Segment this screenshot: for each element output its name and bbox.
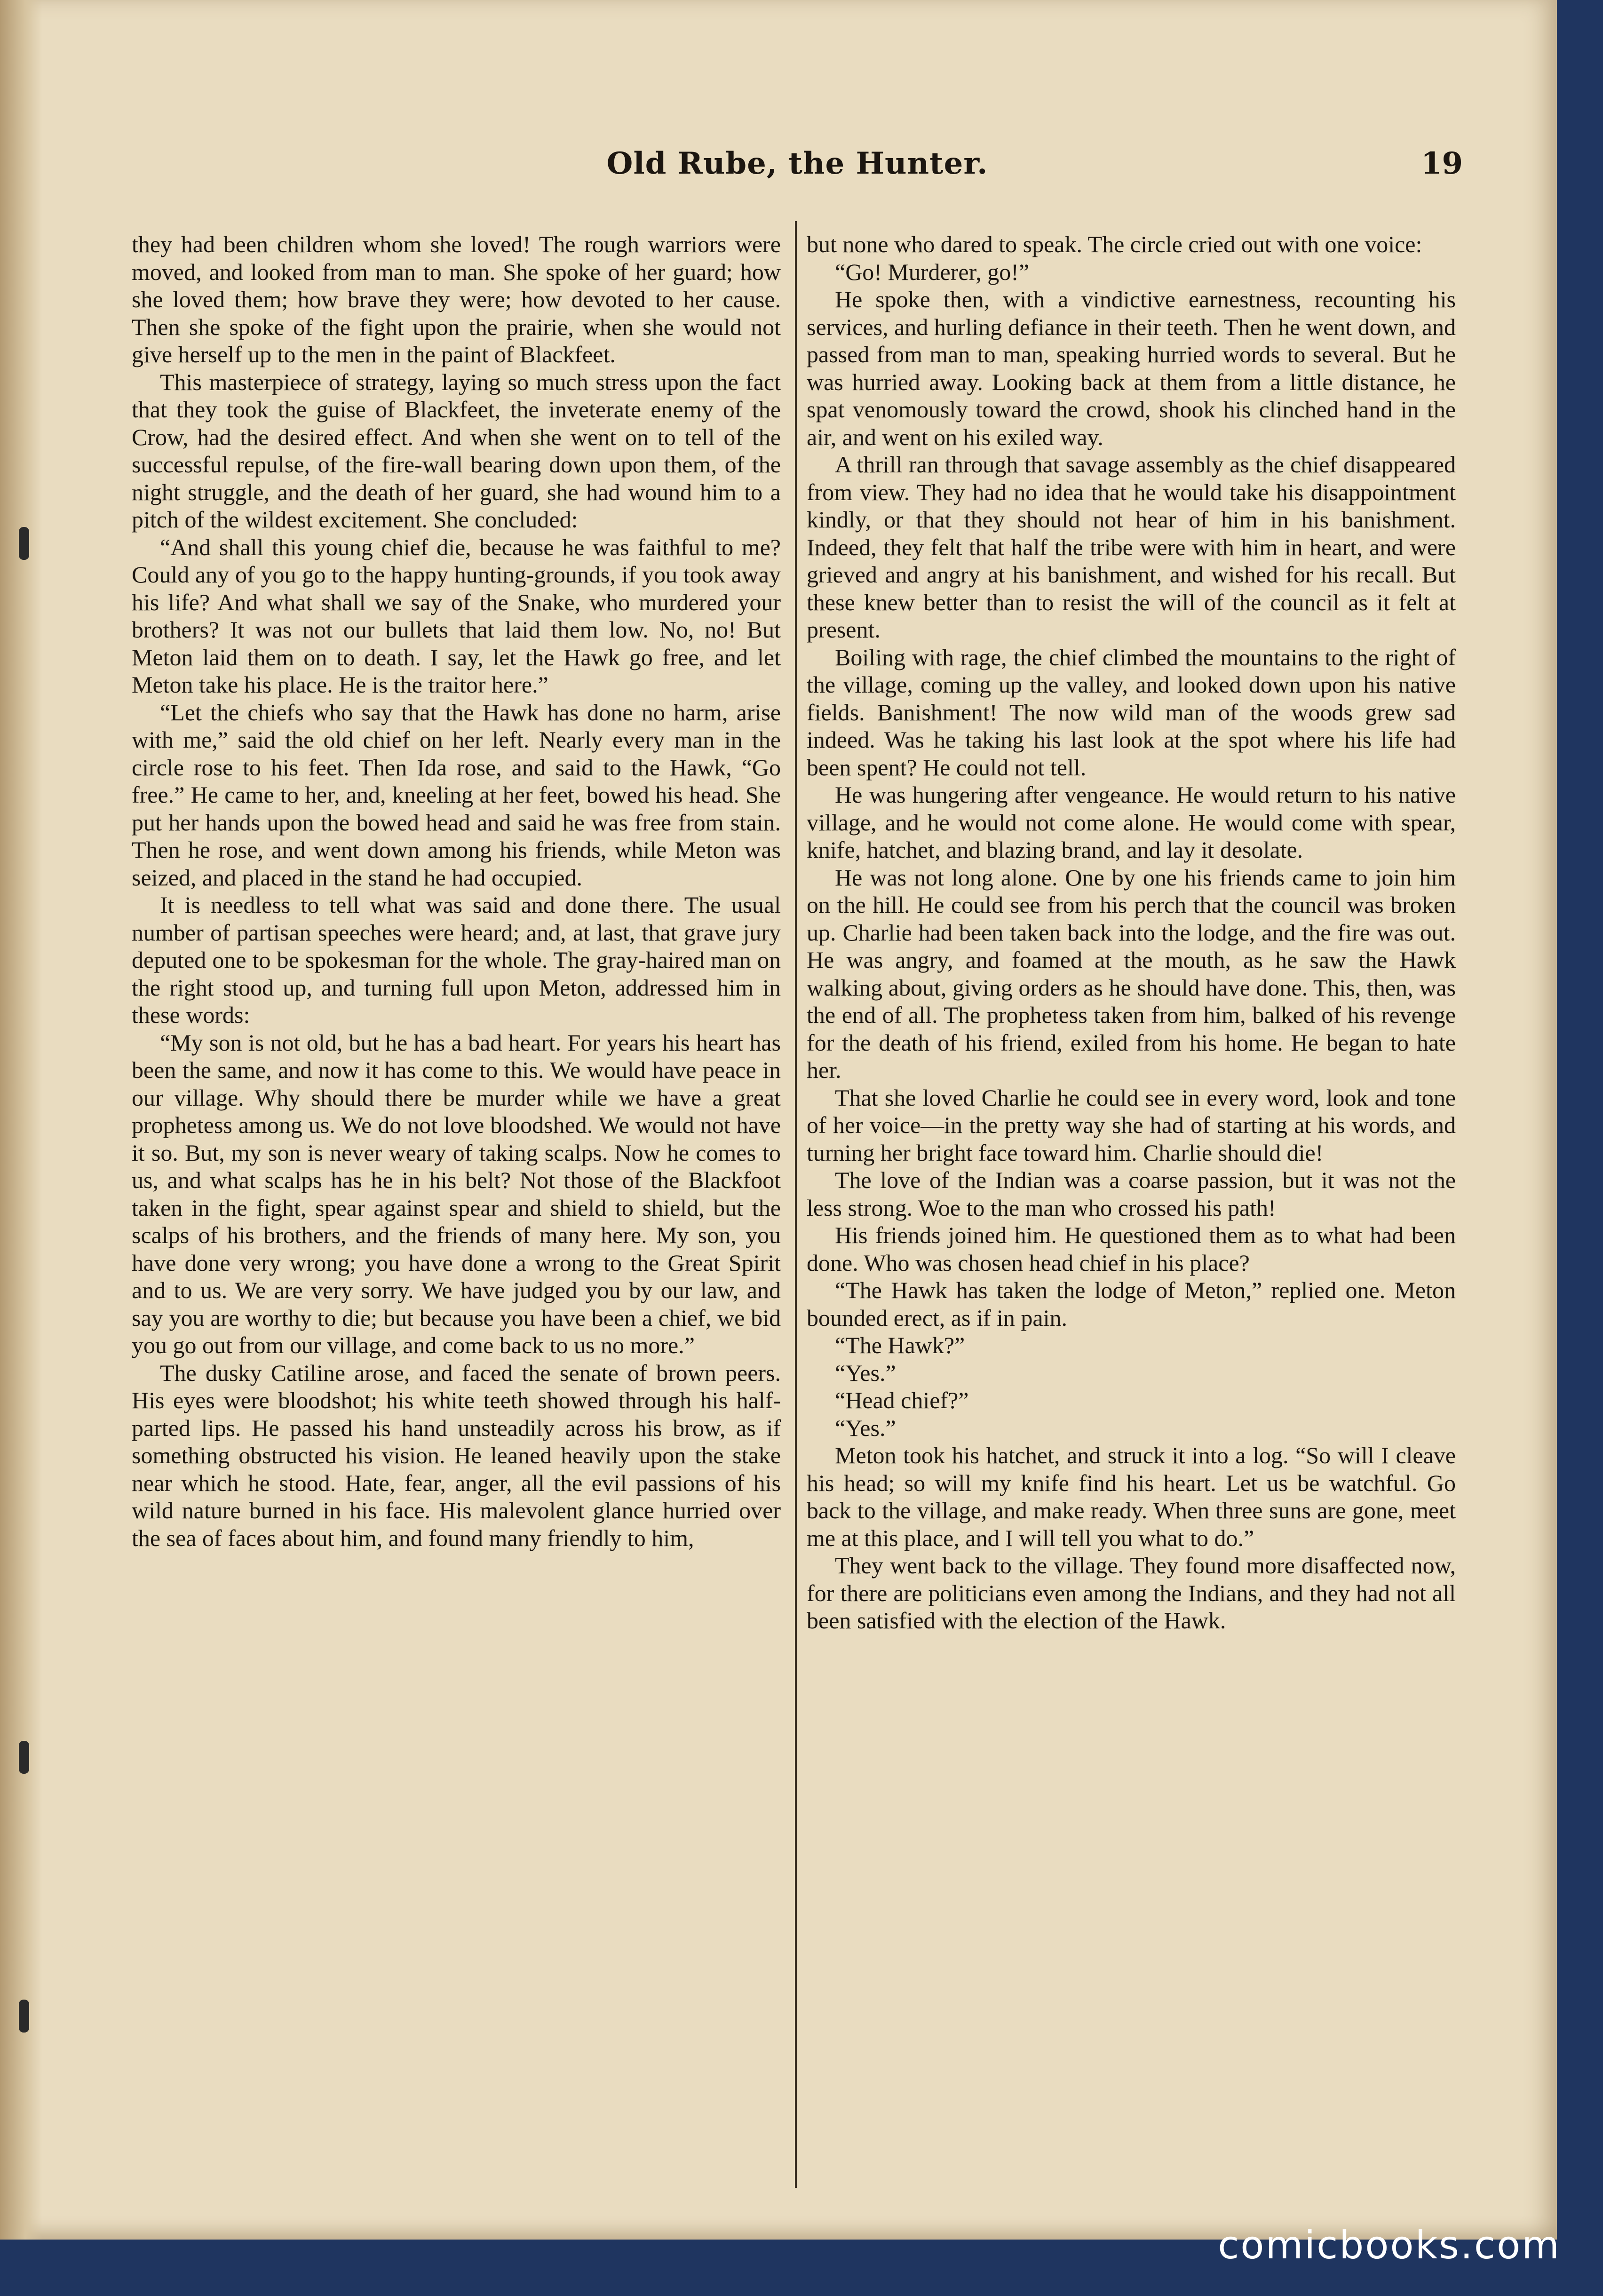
paragraph: “Yes.” — [835, 1359, 896, 1386]
paragraph: They went back to the village. They found more disaffected now, for there are politicians even among the Indians, and they had not all been satisfied with the election of the Hawk. — [807, 1552, 1456, 1634]
paragraph: A thrill ran through that savage assembly as the chief disappeared from view. They had no idea that he would take his disappointment kindly, or that they should not hear of him in his banishment. Indeed, they felt that half the tribe were with him in heart, and were grieved and angry at his banishment, and wished for his recall. But these knew better than to resist the will of the council as it felt at present. — [807, 451, 1456, 643]
paragraph: “Go! Murderer, go!” — [835, 258, 1030, 285]
paragraph: He was hungering after vengeance. He would return to his native village, and he would not come alone. He would come with spear, knife, hatchet, and blazing brand, and lay it desolate. — [807, 781, 1456, 863]
column-divider — [795, 221, 797, 2188]
paragraph: “Let the chiefs who say that the Hawk has done no harm, arise with me,” said the old chief on her left. Nearly every man in the circle rose to his feet. Then Ida rose, and said to the Hawk, “Go free.” He came to her, and, kneeling at her feet, bowed his head. She put her hands upon the bowed head and said he was free from stain. Then he rose, and went down among his friends, while Meton was seized, and placed in the stand he had occupied. — [132, 699, 781, 891]
paragraph: “My son is not old, but he has a bad heart. For years his heart has been the same, and now it has come to this. We would have peace in our village. Why should there be murder while we have a great prophetess among us. We do not love bloodshed. We would not have it so. But, my son is never weary of taking scalps. Now he comes to us, and what scalps has he in his belt? Not those of the Blackfoot taken in the fight, spear against spear and shield to shield, but the scalps of his brothers, and the friends of many here. My son, you have done very wrong; you have done a wrong to the Great Spirit and to us. We are very sorry. We have judged you by our law, and say you are worthy to die; but because you have been a chief, we bid you go out from our village, and come back to us no more.” — [132, 1029, 781, 1358]
paragraph: This masterpiece of strategy, laying so much stress upon the fact that they took the guise of Blackfeet, the inveterate enemy of the Crow, had the desired effect. And when she went on to tell of the successful repulse, of the fire-wall bearing down upon them, of the night struggle, and the death of her guard, she had wound him to a pitch of the wildest excitement. She concluded: — [132, 368, 781, 533]
paragraph: “And shall this young chief die, because he was faithful to me? Could any of you go to the happy hunting-grounds, if you took away his life? And what shall we say of the Snake, who murdered your brothers? It was not our bullets that laid them low. No, no! But Meton laid them on to death. I say, let the Hawk go free, and let Meton take his place. He is the traitor here.” — [132, 534, 781, 698]
page-header — [132, 141, 1463, 198]
paragraph: He was not long alone. One by one his friends came to join him on the hill. He could see from his perch that the council was broken up. Charlie had been taken back into the lodge, and the fire was out. He was angry, and foamed at the mouth, as he saw the Hawk walking about, giving orders as he should have done. This, then, was the end of all. The prophetess taken from him, balked of his revenge for the death of his friend, exiled from his home. He began to hate her. — [807, 864, 1456, 1083]
paragraph: but none who dared to speak. The circle cried out with one voice: — [807, 231, 1422, 257]
paragraph: He spoke then, with a vindictive earnestness, recounting his services, and hurling defiance in their teeth. Then he went down, and passed from man to man, speaking hurried words to several. But he was hurried away. Looking back at them from a little distance, he spat venomously toward the crowd, shook his clinched hand in the air, and went on his exiled way. — [807, 286, 1456, 450]
paragraph: His friends joined him. He questioned them as to what had been done. Who was chosen head chief in his place? — [807, 1222, 1456, 1276]
paragraph: Boiling with rage, the chief climbed the mountains to the right of the village, coming up the valley, and looked down upon his native fields. Banishment! The now wild man of the woods grew sad indeed. Was he taking his last look at the spot where his life had been spent? He could not tell. — [807, 644, 1456, 781]
page-number: 19 — [1420, 146, 1463, 181]
paragraph: “The Hawk has taken the lodge of Meton,” replied one. Meton bounded erect, as if in pain. — [807, 1277, 1456, 1331]
paragraph: Meton took his hatchet, and struck it into a log. “So will I cleave his head; so will my knife find his heart. Let us be watchful. Go back to the village, and make ready. When three suns are gone, meet me at this place, and I will tell you what to do.” — [807, 1442, 1456, 1551]
paragraph: they had been children whom she loved! The rough warriors were moved, and looked from man to man. She spoke of her guard; how she loved them; how brave they were; how devoted to her cause. Then she spoke of the fight upon the prairie, when she would not give herself up to the men in the paint of Blackfeet. — [132, 231, 781, 367]
staple-top — [19, 527, 29, 560]
staple-bottom — [19, 2000, 29, 2033]
staple-middle — [19, 1741, 29, 1774]
binding-edge — [0, 0, 42, 2240]
paragraph: “The Hawk?” — [835, 1332, 965, 1358]
paragraph: “Yes.” — [835, 1414, 896, 1441]
left-column — [132, 231, 781, 1552]
paragraph: The dusky Catiline arose, and faced the senate of brown peers. His eyes were bloodshot; his white teeth showed through his half-parted lips. He passed his hand unsteadily across his brow, as if something obstructed his vision. He leaned heavily upon the stake near which he stood. Hate, fear, anger, all the evil passions of his wild nature burned in his face. His malevolent glance hurried over the sea of faces about him, and found many friendly to him, — [132, 1359, 781, 1551]
paragraph: The love of the Indian was a coarse passion, but it was not the less strong. Woe to the man who crossed his path! — [807, 1167, 1456, 1221]
paragraph: It is needless to tell what was said and done there. The usual number of partisan speeches were heard; and, at last, that grave jury deputed one to be spokesman for the whole. The gray-haired man on the right stood up, and turning full upon Meton, addressed him in these words: — [132, 892, 781, 1028]
watermark: comicbooks.com — [1218, 2223, 1561, 2268]
paragraph: That she loved Charlie he could see in every word, look and tone of her voice—in the pretty way she had of starting at his words, and turning her bright face toward him. Charlie should die! — [807, 1084, 1456, 1166]
paragraph: “Head chief?” — [835, 1387, 969, 1413]
right-column — [807, 231, 1456, 1634]
running-title: Old Rube, the Hunter. — [606, 146, 988, 181]
